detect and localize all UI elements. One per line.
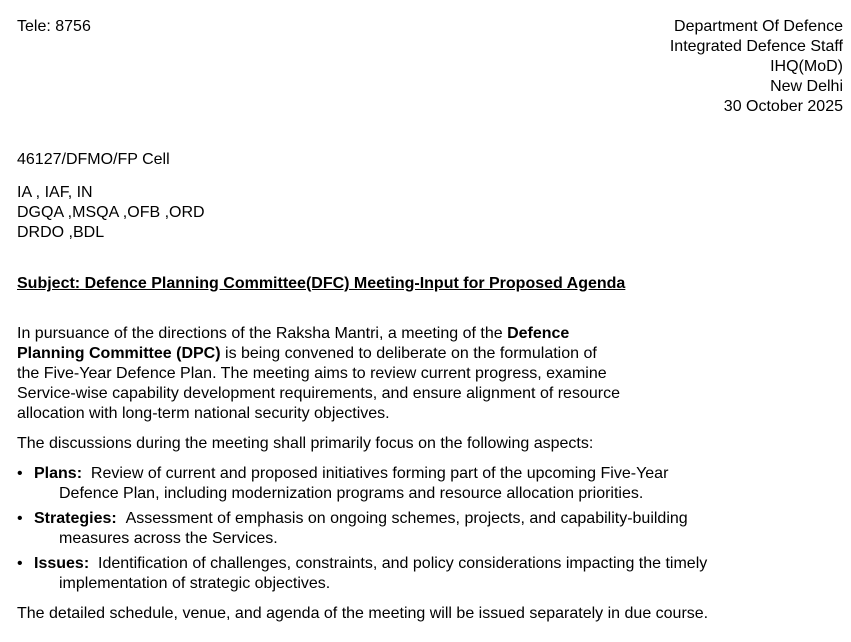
subject-line: Subject: Defence Planning Committee(DFC) Meeting-Input for Proposed Agenda — [17, 275, 626, 292]
text-span: Review of current and proposed initiatives forming part of the upcoming Five-Year — [90, 465, 669, 482]
text-span: Identification of challenges, constraints, and policy considerations impacting the timely — [98, 555, 708, 572]
bold-text: Defence — [507, 325, 570, 342]
bullet-icon: • — [17, 465, 23, 482]
bullet-label: Plans: — [34, 465, 83, 482]
bullet-text — [34, 509, 688, 529]
bullet-continuation: Defence Plan, including modernization programs and resource allocation priorities. — [59, 485, 644, 502]
intro-paragraph — [17, 324, 620, 424]
text-span: In pursuance of the directions of the Raksha Mantri, a meeting of the — [17, 325, 508, 342]
address-staff: Integrated Defence Staff — [669, 38, 843, 55]
bullet-label: Issues: — [34, 555, 90, 572]
addressee-line: DRDO ,BDL — [17, 224, 105, 241]
bold-text: Planning Committee (DPC) — [17, 345, 221, 362]
addressee-line: IA , IAF, IN — [17, 184, 93, 201]
addressee-list — [17, 183, 205, 243]
closing-paragraph: The detailed schedule, venue, and agenda of the meeting will be issued separately in due course. — [17, 605, 709, 622]
address-city: New Delhi — [770, 78, 843, 95]
paragraph-line: the Five-Year Defence Plan. The meeting aims to review current progress, examine — [17, 365, 607, 382]
sender-address-block — [670, 17, 843, 117]
document-date: 30 October 2025 — [723, 98, 843, 115]
bullet-icon: • — [17, 555, 23, 572]
bullet-icon: • — [17, 510, 23, 527]
focus-intro-paragraph: The discussions during the meeting shall primarily focus on the following aspects: — [17, 435, 594, 452]
paragraph-line — [17, 344, 620, 364]
address-department: Department Of Defence — [674, 18, 843, 35]
text-span: is being convened to deliberate on the formulation of — [220, 345, 597, 362]
bullet-continuation: implementation of strategic objectives. — [59, 575, 331, 592]
paragraph-line — [17, 324, 620, 344]
addressee-line: DGQA ,MSQA ,OFB ,ORD — [17, 204, 205, 221]
bullet-continuation: measures across the Services. — [59, 530, 278, 547]
reference-number: 46127/DFMO/FP Cell — [17, 151, 170, 168]
bullet-text — [34, 464, 668, 484]
text-span: Assessment of emphasis on ongoing schemes, projects, and capability-building — [125, 510, 688, 527]
paragraph-line: Service-wise capability development requirements, and ensure alignment of resource — [17, 385, 620, 402]
bullet-label: Strategies: — [34, 510, 117, 527]
bullet-text — [34, 554, 707, 574]
address-hq: IHQ(MoD) — [770, 58, 843, 75]
telephone-number: Tele: 8756 — [17, 18, 91, 35]
paragraph-line: allocation with long-term national security objectives. — [17, 405, 390, 422]
